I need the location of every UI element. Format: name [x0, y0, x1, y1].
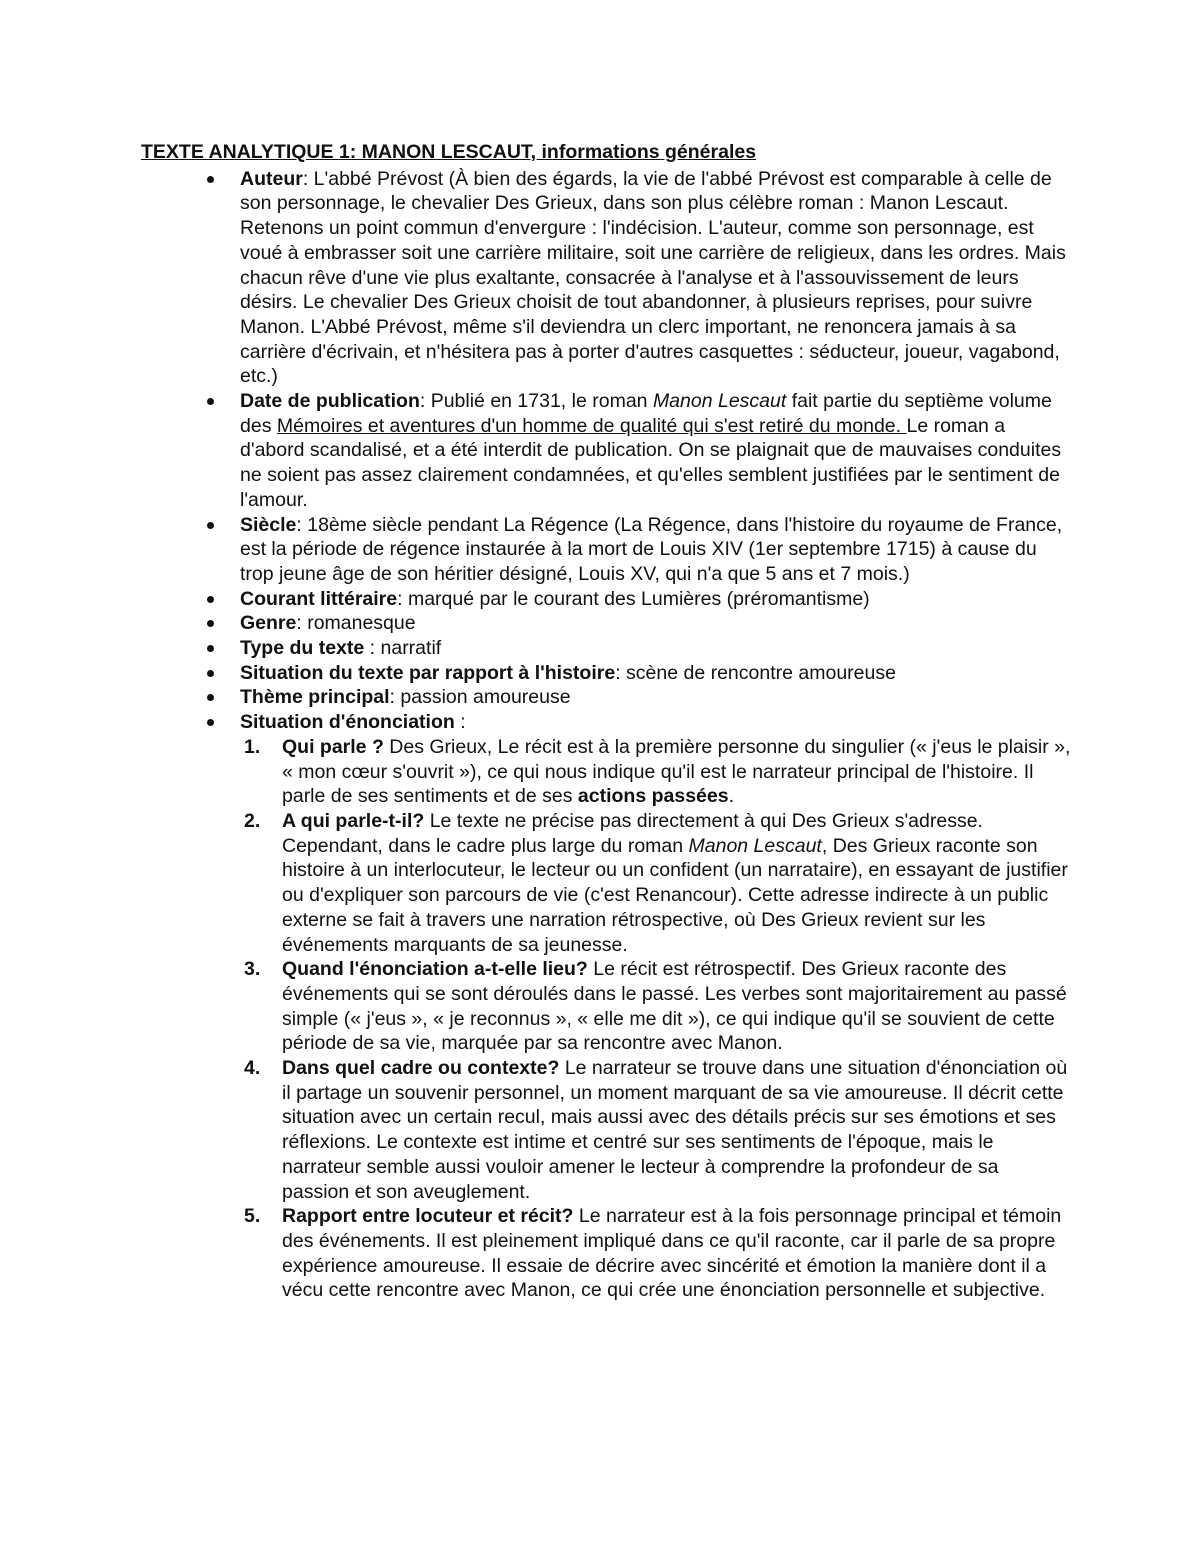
question-number: 4.	[244, 1057, 261, 1080]
book-title: Manon Lescaut	[652, 390, 787, 413]
item-label: Auteur	[240, 167, 303, 190]
item-label: Situation d'énonciation	[240, 711, 455, 734]
item-label: Courant littéraire	[240, 587, 398, 610]
item-label: Siècle	[240, 513, 297, 536]
item-text: : 18ème siècle pendant La Régence (La Régence, dans l'histoire du royaume de France, est la période de régence instaurée à la mort de Louis XIV (1er septembre 1715) à cause du trop jeune âge de son héritier désigné, Louis XV, qui n'a que 5 ans et 7 mois.)	[240, 513, 1063, 585]
question-text: , Des Grieux raconte son histoire à un interlocuteur, le lecteur ou un confident (un narrataire), en essayant de justifier ou d'expliquer son parcours de vie (c'est Renancour). Cette adresse indirecte à un public externe se fait à travers une narration rétrospective, où Des Grieux revient sur les événements marquants de sa jeunesse.	[282, 834, 1068, 956]
question-item	[244, 957, 1071, 1056]
item-label: Date de publication	[240, 390, 420, 413]
item-text: : marqué par le courant des Lumières (préromantisme)	[397, 587, 870, 610]
book-title: Manon Lescaut	[688, 834, 822, 857]
question-text: Le narrateur est à la fois personnage principal et témoin des événements. Il est pleinement impliqué dans ce qu'il raconte, car il parle de sa propre expérience amoureuse. Il essaie de décrire avec sincérité et émotion la manière dont il a vécu cette rencontre avec Manon, ce qui crée une énonciation personnelle et subjective.	[282, 1205, 1062, 1302]
item-text: Le roman a d'abord scandalisé, et a été interdit de publication. On se plaignait que de mauvaises conduites ne soient pas assez clairement condamnées, et qu'elles semblent justifiées par le sentiment de l'amour.	[240, 414, 1062, 511]
question-item	[244, 809, 1071, 957]
list-item-type	[240, 636, 1071, 661]
document-page	[141, 140, 1071, 1303]
bullet-icon	[207, 620, 214, 627]
item-text: : Publié en 1731, le roman	[419, 390, 653, 413]
question-text: Le narrateur se trouve dans une situation d'énonciation où il partage un souvenir personnel, un moment marquant de sa vie amoureuse. Il décrit cette situation avec un certain recul, mais aussi avec des détails précis sur ses émotions et ses réflexions. Le contexte est intime et centré sur ses sentiments de l'époque, mais le narrateur semble aussi vouloir amener le lecteur à comprendre la profondeur de sa passion et son aveuglement.	[282, 1057, 1068, 1203]
question-label: Qui parle ?	[282, 735, 384, 758]
list-item-courant	[240, 587, 1071, 612]
question-text: Le récit est rétrospectif. Des Grieux raconte des événements qui se sont déroulés dans le passé. Les verbes sont majoritairement au passé simple (« j'eus », « je reconnus », « elle me dit »), ce qui indique qu'il se souvient de cette période de sa vie, marquée par sa rencontre avec Manon.	[282, 958, 1067, 1055]
document-title: TEXTE ANALYTIQUE 1: MANON LESCAUT, informations générales	[141, 141, 757, 163]
item-text: : scène de rencontre amoureuse	[615, 661, 896, 684]
question-label: A qui parle-t-il?	[282, 809, 425, 832]
item-text: : passion amoureuse	[389, 686, 571, 709]
memoires-title: Mémoires et aventures d'un homme de qualité qui s'est retiré du monde.	[276, 414, 907, 437]
item-label: Genre	[240, 612, 297, 635]
question-number: 5.	[244, 1205, 261, 1228]
item-text: : narratif	[364, 637, 442, 660]
question-number: 3.	[244, 958, 261, 981]
bullet-icon	[207, 645, 214, 652]
question-emphasis: actions passées	[577, 785, 729, 808]
bullet-icon	[207, 596, 214, 603]
item-text: fait partie du septième volume des	[240, 390, 1052, 437]
item-label: Thème principal	[240, 686, 390, 709]
question-text: Des Grieux, Le récit est à la première personne du singulier (« j'eus le plaisir », « mon cœur s'ouvrit »), ce qui nous indique qu'il est le narrateur principal de l'histoire. Il parle de ses sentiments et de ses	[282, 735, 1071, 808]
list-item-situation-histoire	[240, 661, 1071, 686]
list-item-siecle	[240, 513, 1071, 587]
question-item	[244, 735, 1071, 809]
bullet-icon	[207, 719, 214, 726]
list-item-genre	[240, 611, 1071, 636]
list-item-theme	[240, 685, 1071, 710]
item-text: : romanesque	[296, 612, 416, 635]
item-label: Type du texte	[240, 637, 365, 660]
bullet-icon	[207, 176, 214, 183]
item-text: :	[454, 711, 466, 734]
bullet-icon	[207, 398, 214, 405]
question-text: Le texte ne précise pas directement à qui Des Grieux s'adresse. Cependant, dans le cadre plus large du roman	[282, 809, 983, 857]
question-number: 1.	[244, 735, 261, 758]
question-label: Rapport entre locuteur et récit?	[282, 1205, 574, 1228]
question-number: 2.	[244, 809, 261, 832]
bullet-icon	[207, 694, 214, 701]
list-item-date	[240, 389, 1071, 513]
enonciation-questions	[240, 735, 1071, 1303]
list-item-auteur	[240, 167, 1071, 389]
bullet-icon	[207, 670, 214, 677]
question-item	[244, 1204, 1071, 1303]
question-item	[244, 1056, 1071, 1204]
bullet-icon	[207, 522, 214, 529]
item-text: : L'abbé Prévost (À bien des égards, la vie de l'abbé Prévost est comparable à celle de son personnage, le chevalier Des Grieux, dans son plus célèbre roman : Manon Lescaut. Retenons un point commun d'envergure : l'indécision. L'auteur, comme son personnage, est voué à embrasser soit une carrière militaire, soit une carrière de religieux, dans les ordres. Mais chacun rêve d'une vie plus exaltante, consacrée à l'analyse et à l'assouvissement de leurs désirs. Le chevalier Des Grieux choisit de tout abandonner, à plusieurs reprises, pour suivre Manon. L'Abbé Prévost, même s'il deviendra un clerc important, ne renoncera jamais à sa carrière d'écrivain, et n'hésitera pas à porter d'autres casquettes : séducteur, joueur, vagabond, etc.)	[240, 167, 1066, 388]
question-label: Dans quel cadre ou contexte?	[282, 1057, 560, 1080]
info-list	[141, 167, 1071, 1303]
question-label: Quand l'énonciation a-t-elle lieu?	[282, 958, 588, 981]
item-label: Situation du texte par rapport à l'histoire	[240, 661, 616, 684]
list-item-enonciation	[240, 710, 1071, 1303]
question-text: .	[728, 785, 735, 808]
